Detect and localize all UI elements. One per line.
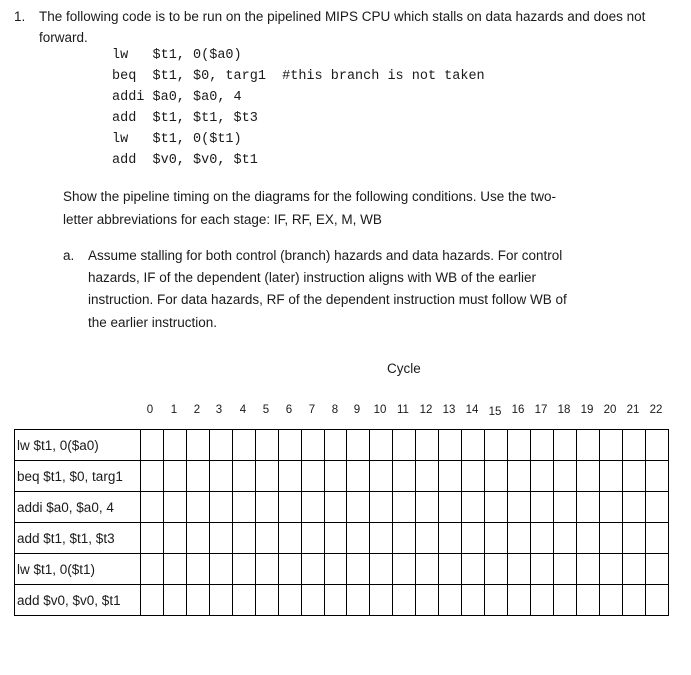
stage-cell[interactable]	[393, 523, 416, 554]
stage-cell[interactable]	[141, 461, 164, 492]
stage-cell[interactable]	[393, 461, 416, 492]
stage-cell[interactable]	[163, 523, 186, 554]
stage-cell[interactable]	[393, 430, 416, 461]
stage-cell[interactable]	[347, 523, 370, 554]
cycle-number: 21	[626, 404, 640, 416]
stage-cell[interactable]	[530, 523, 553, 554]
stage-cell[interactable]	[530, 492, 553, 523]
instruction-label: add $v0, $v0, $t1	[15, 585, 141, 616]
cycle-number: 9	[353, 404, 361, 416]
instructions-line2: letter abbreviations for each stage: IF, RF, EX, M, WB	[63, 212, 382, 227]
stage-cell[interactable]	[301, 585, 324, 616]
stage-cell[interactable]	[324, 492, 347, 523]
stage-cell[interactable]	[232, 461, 255, 492]
stage-cell[interactable]	[485, 430, 508, 461]
stage-cell[interactable]	[416, 554, 439, 585]
instruction-row	[15, 430, 669, 461]
stage-cell[interactable]	[599, 585, 622, 616]
stage-cell[interactable]	[255, 430, 278, 461]
stage-cell[interactable]	[301, 430, 324, 461]
stage-cell[interactable]	[141, 523, 164, 554]
stage-cell[interactable]	[393, 492, 416, 523]
stage-cell[interactable]	[530, 430, 553, 461]
code-line: add $t1, $t1, $t3	[112, 111, 258, 126]
cycle-number: 15	[488, 406, 502, 418]
stage-cell[interactable]	[209, 554, 232, 585]
stage-cell[interactable]	[622, 492, 645, 523]
stage-cell[interactable]	[599, 461, 622, 492]
code-line: lw $t1, 0($a0)	[112, 48, 242, 63]
cycle-number: 8	[331, 404, 339, 416]
stage-cell[interactable]	[416, 492, 439, 523]
stage-cell[interactable]	[645, 585, 668, 616]
stage-cell[interactable]	[141, 492, 164, 523]
stage-cell[interactable]	[485, 492, 508, 523]
stage-cell[interactable]	[508, 554, 531, 585]
instruction-row	[15, 461, 669, 492]
stage-cell[interactable]	[553, 523, 576, 554]
stage-cell[interactable]	[508, 461, 531, 492]
stage-cell[interactable]	[599, 430, 622, 461]
stage-cell[interactable]	[485, 585, 508, 616]
stage-cell[interactable]	[347, 554, 370, 585]
cycle-number: 16	[511, 404, 525, 416]
stage-cell[interactable]	[209, 523, 232, 554]
part-a-line4: the earlier instruction.	[88, 315, 218, 330]
stage-cell[interactable]	[645, 492, 668, 523]
stage-cell[interactable]	[278, 430, 301, 461]
stage-cell[interactable]	[530, 554, 553, 585]
stage-cell[interactable]	[485, 461, 508, 492]
stage-cell[interactable]	[232, 523, 255, 554]
stage-cell[interactable]	[553, 492, 576, 523]
pipeline-timing-table	[14, 429, 669, 616]
stage-cell[interactable]	[439, 430, 462, 461]
stage-cell[interactable]	[209, 461, 232, 492]
part-a-label: a.	[63, 248, 75, 263]
cycle-number: 20	[603, 404, 617, 416]
stage-cell[interactable]	[462, 554, 485, 585]
cycle-number: 11	[397, 404, 409, 416]
stage-cell[interactable]	[324, 430, 347, 461]
stage-cell[interactable]	[576, 492, 599, 523]
stage-cell[interactable]	[416, 585, 439, 616]
stage-cell[interactable]	[645, 430, 668, 461]
stage-cell[interactable]	[439, 523, 462, 554]
question-intro-line1: The following code is to be run on the pipelined MIPS CPU which stalls on data hazards and does not	[39, 9, 646, 24]
cycle-number: 14	[465, 404, 479, 416]
stage-cell[interactable]	[186, 461, 209, 492]
stage-cell[interactable]	[186, 523, 209, 554]
instruction-label: lw $t1, 0($a0)	[15, 430, 141, 461]
stage-cell[interactable]	[416, 523, 439, 554]
stage-cell[interactable]	[232, 492, 255, 523]
instruction-label: lw $t1, 0($t1)	[15, 554, 141, 585]
stage-cell[interactable]	[186, 554, 209, 585]
stage-cell[interactable]	[255, 554, 278, 585]
stage-cell[interactable]	[416, 461, 439, 492]
stage-cell[interactable]	[622, 461, 645, 492]
stage-cell[interactable]	[599, 492, 622, 523]
stage-cell[interactable]	[347, 430, 370, 461]
stage-cell[interactable]	[209, 430, 232, 461]
stage-cell[interactable]	[622, 585, 645, 616]
stage-cell[interactable]	[324, 554, 347, 585]
part-a-line2: hazards, IF of the dependent (later) instruction aligns with WB of the earlier	[88, 270, 536, 285]
stage-cell[interactable]	[255, 585, 278, 616]
question-intro-line2: forward.	[39, 30, 88, 45]
stage-cell[interactable]	[232, 585, 255, 616]
stage-cell[interactable]	[462, 430, 485, 461]
stage-cell[interactable]	[508, 585, 531, 616]
stage-cell[interactable]	[439, 554, 462, 585]
stage-cell[interactable]	[439, 461, 462, 492]
part-a-line3: instruction. For data hazards, RF of the dependent instruction must follow WB of	[88, 292, 567, 307]
stage-cell[interactable]	[301, 461, 324, 492]
cycle-number: 13	[442, 404, 456, 416]
stage-cell[interactable]	[141, 554, 164, 585]
stage-cell[interactable]	[553, 430, 576, 461]
stage-cell[interactable]	[370, 554, 393, 585]
question-number: 1.	[14, 9, 26, 24]
instructions-line1: Show the pipeline timing on the diagrams for the following conditions. Use the two-	[63, 189, 557, 204]
stage-cell[interactable]	[576, 585, 599, 616]
stage-cell[interactable]	[278, 461, 301, 492]
stage-cell[interactable]	[508, 430, 531, 461]
stage-cell[interactable]	[645, 461, 668, 492]
stage-cell[interactable]	[186, 430, 209, 461]
code-line: beq $t1, $0, targ1 #this branch is not taken	[112, 69, 485, 84]
stage-cell[interactable]	[255, 492, 278, 523]
stage-cell[interactable]	[416, 430, 439, 461]
instruction-row	[15, 523, 669, 554]
stage-cell[interactable]	[576, 461, 599, 492]
stage-cell[interactable]	[439, 585, 462, 616]
stage-cell[interactable]	[508, 492, 531, 523]
stage-cell[interactable]	[301, 492, 324, 523]
stage-cell[interactable]	[255, 461, 278, 492]
cycle-number: 4	[239, 404, 247, 416]
stage-cell[interactable]	[347, 585, 370, 616]
stage-cell[interactable]	[186, 585, 209, 616]
stage-cell[interactable]	[393, 554, 416, 585]
stage-cell[interactable]	[462, 461, 485, 492]
instruction-label: add $t1, $t1, $t3	[15, 523, 141, 554]
stage-cell[interactable]	[576, 554, 599, 585]
stage-cell[interactable]	[232, 430, 255, 461]
instruction-label: beq $t1, $0, targ1	[15, 461, 141, 492]
stage-cell[interactable]	[370, 461, 393, 492]
stage-cell[interactable]	[163, 430, 186, 461]
cycle-number: 19	[580, 404, 594, 416]
stage-cell[interactable]	[599, 554, 622, 585]
stage-cell[interactable]	[462, 492, 485, 523]
stage-cell[interactable]	[163, 585, 186, 616]
stage-cell[interactable]	[163, 461, 186, 492]
stage-cell[interactable]	[278, 523, 301, 554]
stage-cell[interactable]	[232, 554, 255, 585]
stage-cell[interactable]	[645, 554, 668, 585]
stage-cell[interactable]	[599, 523, 622, 554]
stage-cell[interactable]	[370, 523, 393, 554]
stage-cell[interactable]	[370, 430, 393, 461]
stage-cell[interactable]	[530, 585, 553, 616]
instruction-row	[15, 554, 669, 585]
cycle-number: 2	[193, 404, 201, 416]
part-a-line1: Assume stalling for both control (branch) hazards and data hazards. For control	[88, 248, 563, 263]
stage-cell[interactable]	[462, 585, 485, 616]
stage-cell[interactable]	[347, 492, 370, 523]
instruction-label: addi $a0, $a0, 4	[15, 492, 141, 523]
stage-cell[interactable]	[163, 492, 186, 523]
stage-cell[interactable]	[370, 585, 393, 616]
stage-cell[interactable]	[622, 523, 645, 554]
stage-cell[interactable]	[278, 554, 301, 585]
stage-cell[interactable]	[508, 523, 531, 554]
stage-cell[interactable]	[141, 585, 164, 616]
cycle-number: 12	[419, 404, 433, 416]
cycle-axis-title: Cycle	[387, 361, 421, 376]
cycle-number: 6	[285, 404, 293, 416]
stage-cell[interactable]	[209, 492, 232, 523]
stage-cell[interactable]	[141, 430, 164, 461]
stage-cell[interactable]	[255, 523, 278, 554]
cycle-number: 0	[146, 404, 154, 416]
instruction-row	[15, 492, 669, 523]
stage-cell[interactable]	[553, 461, 576, 492]
stage-cell[interactable]	[576, 430, 599, 461]
stage-cell[interactable]	[576, 523, 599, 554]
cycle-number: 7	[308, 404, 316, 416]
cycle-number: 18	[557, 404, 571, 416]
stage-cell[interactable]	[439, 492, 462, 523]
cycle-number: 1	[170, 404, 178, 416]
stage-cell[interactable]	[553, 585, 576, 616]
cycle-number: 17	[534, 404, 548, 416]
stage-cell[interactable]	[186, 492, 209, 523]
stage-cell[interactable]	[370, 492, 393, 523]
stage-cell[interactable]	[301, 523, 324, 554]
stage-cell[interactable]	[278, 492, 301, 523]
stage-cell[interactable]	[462, 523, 485, 554]
code-line: addi $a0, $a0, 4	[112, 90, 242, 105]
stage-cell[interactable]	[622, 554, 645, 585]
stage-cell[interactable]	[622, 430, 645, 461]
stage-cell[interactable]	[209, 585, 232, 616]
cycle-number: 22	[649, 404, 663, 416]
code-line: lw $t1, 0($t1)	[112, 132, 242, 147]
stage-cell[interactable]	[393, 585, 416, 616]
cycle-number: 3	[215, 404, 223, 416]
stage-cell[interactable]	[553, 554, 576, 585]
stage-cell[interactable]	[645, 523, 668, 554]
instruction-row	[15, 585, 669, 616]
stage-cell[interactable]	[324, 523, 347, 554]
code-line: add $v0, $v0, $t1	[112, 153, 258, 168]
stage-cell[interactable]	[485, 554, 508, 585]
cycle-number: 5	[262, 404, 270, 416]
stage-cell[interactable]	[530, 461, 553, 492]
stage-cell[interactable]	[278, 585, 301, 616]
stage-cell[interactable]	[324, 585, 347, 616]
stage-cell[interactable]	[163, 554, 186, 585]
stage-cell[interactable]	[324, 461, 347, 492]
cycle-number: 10	[373, 404, 387, 416]
stage-cell[interactable]	[301, 554, 324, 585]
stage-cell[interactable]	[485, 523, 508, 554]
stage-cell[interactable]	[347, 461, 370, 492]
